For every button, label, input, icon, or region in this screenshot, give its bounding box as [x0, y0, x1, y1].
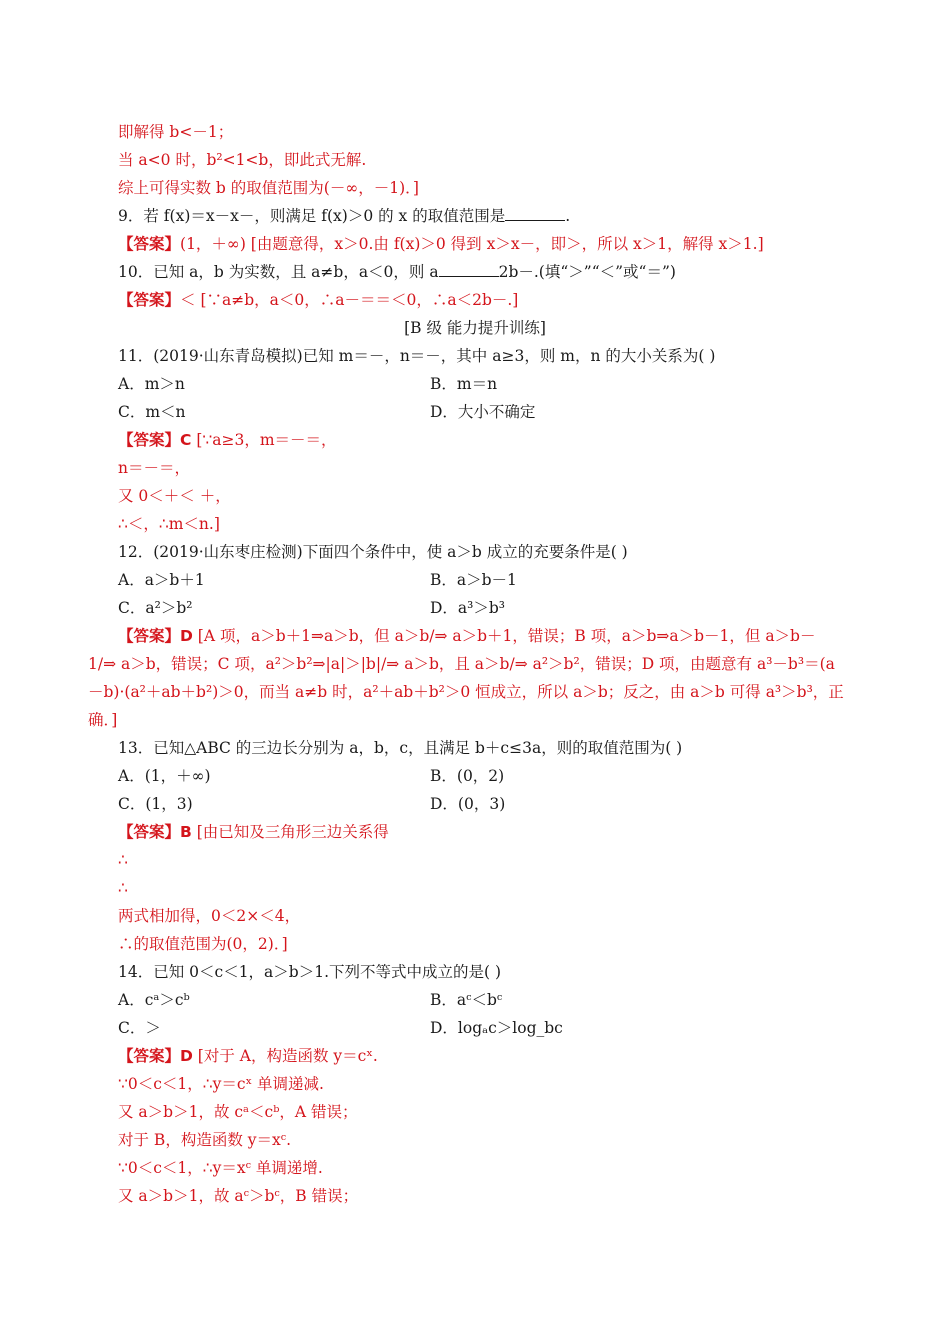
solution-line: ∴的取值范围为(0，2)．] [118, 935, 288, 953]
option-b: B．a＞b－1 [430, 571, 517, 589]
option-b: B．(0，2) [430, 767, 505, 785]
solution-line: 又 a＞b＞1，故 aᶜ＞bᶜ，B 错误； [118, 1187, 359, 1205]
option-c: C．＞ [118, 1019, 161, 1037]
question-10: 10．已知 a，b 为实数，且 a≠b，a＜0，则 a 2b－.(填“＞”“＜”或“＝”) [118, 263, 676, 281]
answer-blank [439, 262, 499, 277]
answer-10: 【答案】＜ [∵a≠b，a＜0，∴a－＝＝＜0，∴a＜2b－.] [118, 291, 519, 309]
option-a: A．m＞n [118, 375, 185, 393]
option-a: A．cᵃ＞cᵇ [118, 991, 190, 1009]
option-c: C．m＜n [118, 403, 186, 421]
solution-line: ∴＜，∴m＜n.] [118, 515, 220, 533]
option-d: D．logₐc＞log_bc [430, 1019, 563, 1037]
answer-13: 【答案】B [由已知及三角形三边关系得 [118, 823, 389, 841]
solution-line: 对于 B，构造函数 y＝xᶜ. [118, 1131, 292, 1149]
solution-line: 两式相加得，0＜2×＜4， [118, 907, 301, 925]
option-b: B．m＝n [430, 375, 498, 393]
solution-line: ∴ [118, 851, 128, 869]
option-a: A．a＞b＋1 [118, 571, 205, 589]
answer-14: 【答案】D [对于 A，构造函数 y＝cˣ. [118, 1047, 378, 1065]
solution-line: ∴ [118, 879, 128, 897]
option-c: C．a²＞b² [118, 599, 193, 617]
answer-tag: 【答案】D [118, 1047, 193, 1065]
question-12: 12．(2019·山东枣庄检测)下面四个条件中，使 a＞b 成立的充要条件是( ) [118, 543, 628, 561]
solution-line: 当 a<0 时，b²<1<b，即此式无解. [118, 151, 367, 169]
option-c: C．(1，3) [118, 795, 193, 813]
answer-tag: 【答案】C [118, 431, 192, 449]
answer-12: 【答案】D [A 项，a＞b＋1⇒a＞b，但 a＞b/⇒ a＞b＋1，错误；B 项，a＞b⇒a＞b－1，但 a＞b－ [118, 627, 816, 645]
solution-line: 确．] [88, 711, 118, 729]
solution-line: n＝－＝， [118, 459, 190, 477]
answer-blank [505, 206, 565, 221]
solution-line: 又 a＞b＞1，故 cᵃ＜cᵇ，A 错误； [118, 1103, 358, 1121]
solution-line: －b)·(a²＋ab＋b²)＞0，而当 a≠b 时，a²＋ab＋b²＞0 恒成立，所以 a＞b；反之，由 a＞b 可得 a³＞b³，正 [88, 683, 844, 701]
answer-tag: 【答案】 [118, 291, 181, 309]
answer-9: 【答案】(1，＋∞) [由题意得，x＞0.由 f(x)＞0 得到 x＞x－，即＞，所以 x＞1，解得 x＞1.] [118, 235, 764, 253]
option-d: D．大小不确定 [430, 403, 536, 421]
solution-line: ∵0＜c＜1，∴y＝cˣ 单调递减. [118, 1075, 324, 1093]
solution-line: 又 0＜＋＜ ＋， [118, 487, 231, 505]
answer-11: 【答案】C [∵a≥3，m＝－＝， [118, 431, 337, 449]
solution-line: 即解得 b<－1； [118, 123, 234, 141]
option-a: A．(1，＋∞) [118, 767, 211, 785]
option-b: B．aᶜ＜bᶜ [430, 991, 503, 1009]
question-9: 9．若 f(x)＝x－x－，则满足 f(x)＞0 的 x 的取值范围是 . [118, 207, 571, 225]
question-14: 14．已知 0＜c＜1，a＞b＞1.下列不等式中成立的是( ) [118, 963, 502, 981]
solution-line: ∵0＜c＜1，∴y＝xᶜ 单调递增. [118, 1159, 323, 1177]
answer-tag: 【答案】D [118, 627, 193, 645]
answer-tag: 【答案】B [118, 823, 192, 841]
solution-line: 综上可得实数 b 的取值范围为(－∞，－1)．] [118, 179, 419, 197]
question-11: 11．(2019·山东青岛模拟)已知 m＝－，n＝－，其中 a≥3，则 m，n 的大小关系为( ) [118, 347, 716, 365]
option-d: D．a³＞b³ [430, 599, 506, 617]
solution-line: 1/⇒ a＞b，错误；C 项，a²＞b²⇒|a|＞|b|/⇒ a＞b，且 a＞b/⇒ a²＞b²，错误；D 项，由题意有 a³－b³＝(a [88, 655, 835, 673]
answer-tag: 【答案】 [118, 235, 181, 253]
section-heading: [B 级 能力提升训练] [404, 319, 546, 337]
option-d: D．(0，3) [430, 795, 506, 813]
question-13: 13．已知△ABC 的三边长分别为 a，b，c，且满足 b＋c≤3a，则的取值范围为( ) [118, 739, 683, 757]
